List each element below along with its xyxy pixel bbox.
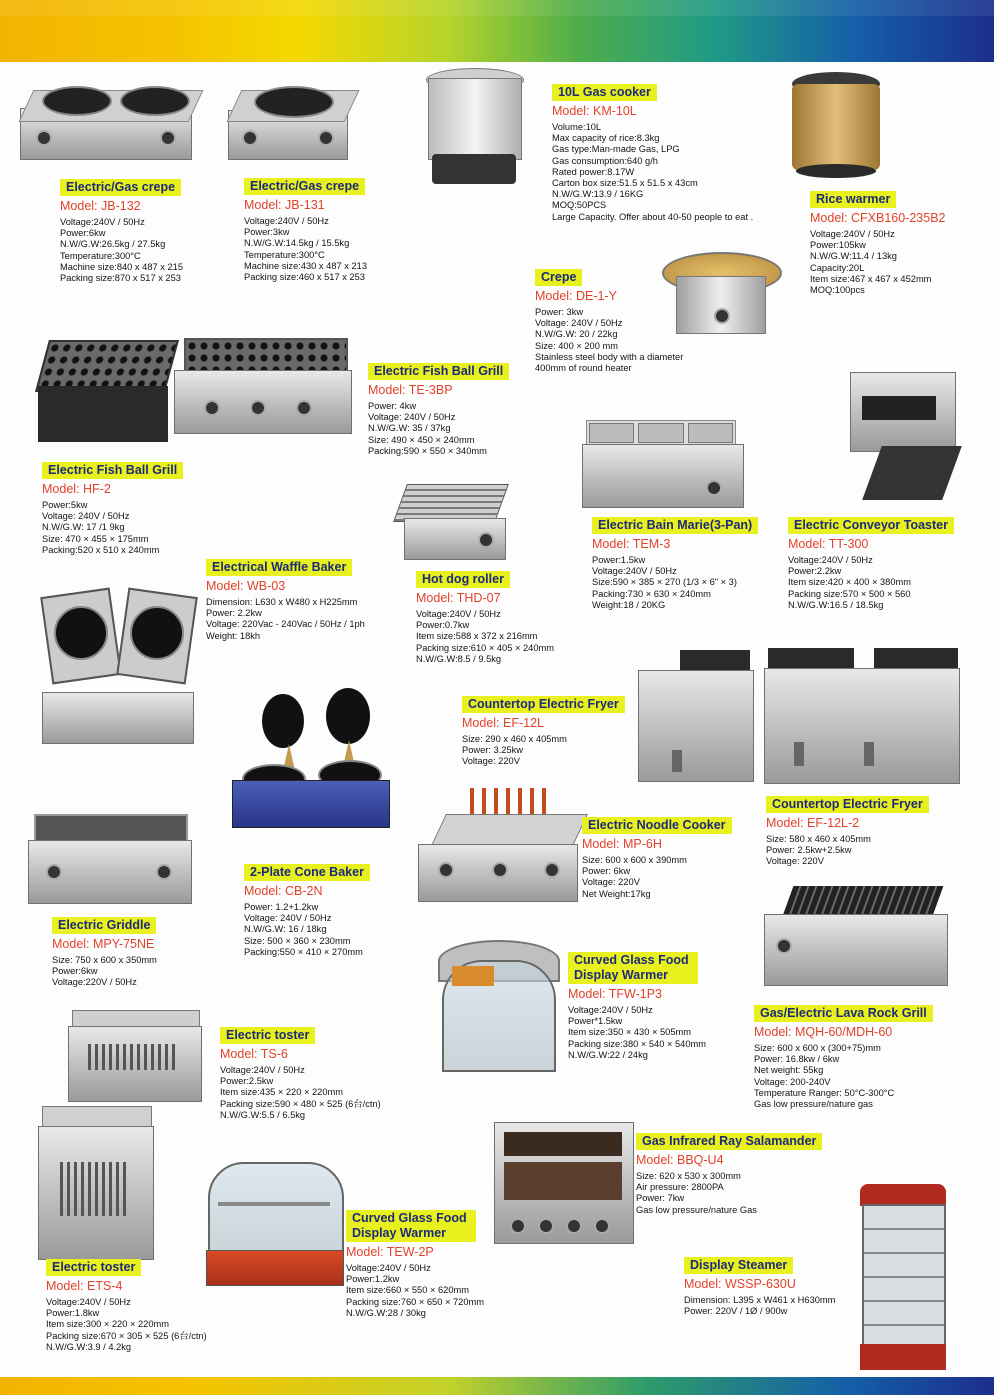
product-name: Electric toster xyxy=(220,1027,315,1044)
spec-list xyxy=(462,734,625,768)
spec-list xyxy=(810,229,946,296)
product-model: Model: CB-2N xyxy=(244,884,323,898)
spec-line: Air pressure: 2800PA xyxy=(636,1182,724,1193)
product-name: Electric Conveyor Toaster xyxy=(788,517,954,534)
product-block-thd07 xyxy=(416,570,554,665)
product-name: Hot dog roller xyxy=(416,571,510,588)
product-block-tem3 xyxy=(592,516,758,611)
spec-line: N.W/G.W:3.9 / 4.2kg xyxy=(46,1341,132,1352)
product-photo-jb132 xyxy=(20,80,198,166)
spec-line: N.W/G.W:14.5kg / 15.5kg xyxy=(244,238,350,249)
spec-line: Power: 220V / 1Ø / 900w xyxy=(684,1306,788,1317)
product-block-km10l xyxy=(552,83,753,223)
spec-list xyxy=(535,307,683,374)
spec-list xyxy=(754,1043,933,1110)
product-model: Model: CFXB160-235B2 xyxy=(810,211,946,225)
product-name: Electric/Gas crepe xyxy=(60,179,181,196)
spec-line: Item size:467 x 467 x 452mm xyxy=(810,273,932,284)
spec-line: N.W/G.W: 35 / 37kg xyxy=(368,423,451,434)
spec-line: Machine size:840 x 487 x 215 xyxy=(60,261,184,272)
spec-line: Voltage:240V / 50Hz xyxy=(592,566,677,577)
product-model: Model: JB-131 xyxy=(244,198,325,212)
product-name: Electric Bain Marie(3-Pan) xyxy=(592,517,758,534)
spec-line: Power*1.5kw xyxy=(568,1016,623,1027)
spec-list xyxy=(206,597,365,642)
spec-line: Voltage:240V / 50Hz xyxy=(220,1065,305,1075)
spec-line: Gas low pressure/nature Gas xyxy=(636,1204,757,1215)
product-name: Crepe xyxy=(535,269,582,286)
product-block-wssp xyxy=(684,1256,835,1317)
product-model: Model: DE-1-Y xyxy=(535,289,617,303)
spec-line: MOQ:50PCS xyxy=(552,200,607,211)
spec-line: Max capacity of rice:8.3kg xyxy=(552,133,660,144)
spec-line: Packing size:610 × 405 × 240mm xyxy=(416,642,554,653)
spec-list xyxy=(788,555,954,611)
product-photo-km10l xyxy=(420,68,528,190)
product-model: Model: WB-03 xyxy=(206,579,286,593)
spec-line: Dimension: L630 x W480 x H225mm xyxy=(206,597,358,607)
product-model: Model: TS-6 xyxy=(220,1047,288,1061)
spec-line: Power: 4kw xyxy=(368,401,417,411)
spec-list xyxy=(244,902,370,958)
spec-line: Power:2.5kw xyxy=(220,1076,274,1087)
spec-line: Voltage:240V / 50Hz xyxy=(568,1005,653,1015)
spec-line: Carton box size:51.5 x 51.5 x 43cm xyxy=(552,178,698,189)
spec-line: Voltage: 240V / 50Hz xyxy=(244,913,332,924)
spec-line: Power:1.8kw xyxy=(46,1308,100,1319)
product-name: Electric Fish Ball Grill xyxy=(368,363,509,380)
spec-line: Stainless steel body with a diameter xyxy=(535,351,684,362)
product-block-jb131 xyxy=(244,177,367,283)
product-photo-tfw1p3 xyxy=(438,940,562,1084)
header-gradient-bar xyxy=(0,0,994,62)
spec-line: Power:105kw xyxy=(810,240,866,251)
product-block-tew2p xyxy=(346,1210,484,1319)
product-name: Display Steamer xyxy=(684,1257,793,1274)
product-name: Electric Griddle xyxy=(52,917,156,934)
spec-line: Machine size:430 x 487 x 213 xyxy=(244,260,368,271)
spec-line: Item size:350 × 430 × 505mm xyxy=(568,1027,691,1038)
product-model: Model: TEM-3 xyxy=(592,537,671,551)
product-name: Gas/Electric Lava Rock Grill xyxy=(754,1005,933,1022)
spec-line: Size: 600 x 600 x (300+75)mm xyxy=(754,1043,881,1053)
product-name: Countertop Electric Fryer xyxy=(766,796,929,813)
spec-line: Voltage:240V / 50Hz xyxy=(810,229,895,239)
product-name: Gas Infrared Ray Salamander xyxy=(636,1133,822,1150)
product-name: Curved Glass Food Display Warmer xyxy=(346,1210,476,1242)
product-photo-te3bp xyxy=(170,336,355,440)
spec-list xyxy=(42,500,183,556)
spec-list xyxy=(346,1263,484,1319)
spec-line: Size: 500 × 360 × 230mm xyxy=(244,935,351,946)
spec-list xyxy=(416,609,554,665)
spec-line: MOQ:100pcs xyxy=(810,285,865,296)
spec-line: N.W/G.W:16.5 / 18.5kg xyxy=(788,599,884,610)
spec-line: Voltage:240V / 50Hz xyxy=(46,1297,131,1307)
spec-line: Packing:520 x 510 x 240mm xyxy=(42,544,160,555)
spec-list xyxy=(52,955,157,989)
spec-line: Packing size:670 × 305 × 525 (6台/ctn) xyxy=(46,1330,207,1341)
product-block-mp6h xyxy=(582,816,732,900)
product-model: Model: TEW-2P xyxy=(346,1245,434,1259)
spec-line: Voltage:240V / 50Hz xyxy=(788,555,873,565)
spec-line: Size: 750 x 600 x 350mm xyxy=(52,955,157,965)
spec-line: Size: 620 x 530 x 300mm xyxy=(636,1171,741,1181)
product-photo-jb131 xyxy=(228,80,353,166)
spec-line: Packing size:760 × 650 × 720mm xyxy=(346,1296,484,1307)
spec-line: N.W/G.W:22 / 24kg xyxy=(568,1049,648,1060)
spec-line: Packing:730 × 630 × 240mm xyxy=(592,588,711,599)
spec-line: Size: 580 x 460 x 405mm xyxy=(766,834,871,844)
spec-line: Volume:10L xyxy=(552,122,602,132)
product-name: 2-Plate Cone Baker xyxy=(244,864,370,881)
spec-line: Temperature Ranger: 50°C-300°C xyxy=(754,1087,895,1098)
spec-line: Packing size:870 x 517 x 253 xyxy=(60,273,181,284)
product-block-jb132 xyxy=(60,178,183,284)
spec-line: Voltage: 220V xyxy=(462,756,520,767)
product-model: Model: KM-10L xyxy=(552,104,637,118)
spec-line: Rated power:8.17W xyxy=(552,166,635,177)
product-block-ef12l xyxy=(462,695,625,768)
spec-line: Size: 600 x 600 x 390mm xyxy=(582,855,687,865)
spec-line: Voltage:240V / 50Hz xyxy=(244,216,329,226)
spec-line: Power: 7kw xyxy=(636,1193,685,1204)
spec-list xyxy=(244,216,367,283)
product-model: Model: TT-300 xyxy=(788,537,869,551)
product-model: Model: MPY-75NE xyxy=(52,937,155,951)
product-model: Model: EF-12L-2 xyxy=(766,816,860,830)
spec-line: Power: 16.8kw / 6kw xyxy=(754,1054,840,1065)
spec-line: Packing:590 × 550 × 340mm xyxy=(368,445,487,456)
spec-line: Voltage: 220V xyxy=(582,877,640,888)
product-model: Model: ETS-4 xyxy=(46,1279,123,1293)
spec-line: Power: 6kw xyxy=(582,866,631,877)
product-block-ts6 xyxy=(220,1026,381,1121)
spec-line: Packing size:590 × 480 × 525 (6台/ctn) xyxy=(220,1098,381,1109)
product-model: Model: WSSP-630U xyxy=(684,1277,796,1291)
spec-list xyxy=(60,217,183,284)
product-photo-wssp xyxy=(860,1184,948,1374)
spec-line: Size: 470 × 455 × 175mm xyxy=(42,533,149,544)
product-model: Model: EF-12L xyxy=(462,716,544,730)
spec-line: N.W/G.W:5.5 / 6.5kg xyxy=(220,1109,306,1120)
product-model: Model: BBQ-U4 xyxy=(636,1153,724,1167)
spec-line: Voltage: 240V / 50Hz xyxy=(535,318,623,329)
product-name: 10L Gas cooker xyxy=(552,84,657,101)
spec-line: Power:1.5kw xyxy=(592,555,646,565)
product-name: Electric toster xyxy=(46,1259,141,1276)
product-model: Model: HF-2 xyxy=(42,482,111,496)
spec-line: Packing size:460 x 517 x 253 xyxy=(244,272,365,283)
spec-line: Power: 2.5kw+2.5kw xyxy=(766,845,852,856)
spec-line: Temperature:300°C xyxy=(60,250,141,261)
spec-line: Temperature:300°C xyxy=(244,249,325,260)
spec-line: Dimension: L395 x W461 x H630mm xyxy=(684,1295,836,1305)
spec-line: Item size:660 × 550 × 620mm xyxy=(346,1285,469,1296)
product-block-hf2 xyxy=(42,461,183,556)
spec-list xyxy=(636,1171,822,1216)
spec-list xyxy=(766,834,929,868)
product-name: Electrical Waffle Baker xyxy=(206,559,352,576)
spec-line: Voltage:240V / 50Hz xyxy=(416,609,501,619)
product-photo-mpy75 xyxy=(24,810,192,908)
spec-line: Voltage: 220Vac - 240Vac / 50Hz / 1ph xyxy=(206,619,365,630)
spec-line: Power: 3kw xyxy=(535,307,584,317)
product-block-de1y xyxy=(535,268,683,374)
spec-line: Packing size:570 × 500 × 560 xyxy=(788,588,911,599)
product-block-ets4 xyxy=(46,1258,207,1353)
product-model: Model: TE-3BP xyxy=(368,383,453,397)
spec-line: Voltage: 200-240V xyxy=(754,1076,831,1087)
spec-line: Item size:420 × 400 × 380mm xyxy=(788,577,911,588)
product-photo-thd07 xyxy=(394,480,510,566)
product-photo-ts6 xyxy=(68,1010,204,1106)
spec-line: Power:0.7kw xyxy=(416,620,470,631)
spec-list xyxy=(220,1065,381,1121)
product-name: Rice warmer xyxy=(810,191,896,208)
spec-line: Power:2.2kw xyxy=(788,566,842,577)
spec-list xyxy=(46,1297,207,1353)
spec-line: Voltage:240V / 50Hz xyxy=(346,1263,431,1273)
spec-line: Weight:18 / 20KG xyxy=(592,599,666,610)
spec-line: 400mm of round heater xyxy=(535,363,632,374)
product-model: Model: TFW-1P3 xyxy=(568,987,663,1001)
product-photo-wb03 xyxy=(40,592,198,750)
product-block-wb03 xyxy=(206,558,365,642)
product-block-cfxb xyxy=(810,190,946,296)
spec-line: N.W/G.W: 20 / 22kg xyxy=(535,329,618,340)
product-photo-mp6h xyxy=(418,788,580,904)
spec-line: Capacity:20L xyxy=(810,262,865,273)
product-model: Model: JB-132 xyxy=(60,199,141,213)
spec-line: Size:590 × 385 × 270 (1/3 × 6" × 3) xyxy=(592,577,737,588)
spec-line: N.W/G.W: 16 / 18kg xyxy=(244,924,327,935)
spec-line: N.W/G.W: 17 /1 9kg xyxy=(42,522,125,533)
spec-line: Gas type:Man-made Gas, LPG xyxy=(552,144,680,155)
spec-list xyxy=(368,401,509,457)
product-name: Electric Noodle Cooker xyxy=(582,817,732,834)
product-block-cb2n xyxy=(244,863,370,958)
spec-line: Size: 490 × 450 × 240mm xyxy=(368,434,475,445)
spec-line: Power:3kw xyxy=(244,227,290,238)
spec-line: Voltage: 240V / 50Hz xyxy=(368,412,456,423)
spec-list xyxy=(582,855,732,900)
product-model: Model: THD-07 xyxy=(416,591,501,605)
product-photo-ef12l xyxy=(638,650,758,788)
product-photo-hf2 xyxy=(30,340,180,450)
product-photo-ets4 xyxy=(38,1106,156,1262)
product-block-mpy75 xyxy=(52,916,157,989)
spec-line: Weight: 18kh xyxy=(206,630,261,641)
spec-line: Size: 400 × 200 mm xyxy=(535,340,618,351)
spec-list xyxy=(552,122,753,223)
product-name: Countertop Electric Fryer xyxy=(462,696,625,713)
product-model: Model: MP-6H xyxy=(582,837,662,851)
product-photo-tt300 xyxy=(842,372,962,508)
product-photo-mqh60 xyxy=(764,880,954,990)
product-photo-bbqu4 xyxy=(494,1122,634,1246)
spec-line: Item size:435 × 220 × 220mm xyxy=(220,1087,343,1098)
product-block-te3bp xyxy=(368,362,509,457)
spec-line: Packing size:380 × 540 × 540mm xyxy=(568,1038,706,1049)
product-block-tfw1p3 xyxy=(568,952,706,1061)
product-name: Electric Fish Ball Grill xyxy=(42,462,183,479)
spec-line: Power:6kw xyxy=(52,966,98,977)
product-block-ef12l2 xyxy=(766,795,929,868)
product-photo-ef12l2 xyxy=(764,648,960,788)
product-block-tt300 xyxy=(788,516,954,611)
spec-line: Power: 1.2+1.2kw xyxy=(244,902,319,912)
product-model: Model: MQH-60/MDH-60 xyxy=(754,1025,893,1039)
spec-line: Voltage: 220V xyxy=(766,856,824,867)
spec-line: Gas low pressure/nature gas xyxy=(754,1099,873,1110)
product-photo-tew2p xyxy=(206,1162,346,1290)
spec-line: Voltage: 240V / 50Hz xyxy=(42,511,130,522)
spec-line: N.W/G.W:13.9 / 16KG xyxy=(552,189,644,200)
product-name: Electric/Gas crepe xyxy=(244,178,365,195)
product-name: Curved Glass Food Display Warmer xyxy=(568,952,698,984)
spec-line: N.W/G.W:28 / 30kg xyxy=(346,1307,426,1318)
spec-line: Voltage:220V / 50Hz xyxy=(52,977,137,988)
product-photo-tem3 xyxy=(582,414,744,510)
footer-gradient-bar xyxy=(0,1377,994,1395)
spec-line: Power:1.2kw xyxy=(346,1274,400,1285)
spec-line: Net Weight:17kg xyxy=(582,888,651,899)
product-block-mqh60 xyxy=(754,1004,933,1110)
spec-line: Item size:300 × 220 × 220mm xyxy=(46,1319,169,1330)
spec-line: N.W/G.W:26.5kg / 27.5kg xyxy=(60,239,166,250)
spec-line: Net weight: 55kg xyxy=(754,1065,824,1076)
spec-line: Size: 290 x 460 x 405mm xyxy=(462,734,567,744)
spec-line: Power: 2.2kw xyxy=(206,608,262,619)
spec-line: Large Capacity. Offer about 40-50 people to eat . xyxy=(552,211,754,222)
spec-line: N.W/G.W:11.4 / 13kg xyxy=(810,251,897,262)
spec-line: Power:6kw xyxy=(60,228,106,239)
spec-line: Gas consumption:640 g/h xyxy=(552,155,658,166)
spec-line: Power:5kw xyxy=(42,500,88,510)
product-photo-cb2n xyxy=(232,662,392,834)
spec-line: Power: 3.25kw xyxy=(462,745,523,756)
product-photo-cfxb xyxy=(788,72,884,182)
spec-list xyxy=(684,1295,835,1317)
product-block-bbqu4 xyxy=(636,1132,822,1216)
spec-list xyxy=(592,555,758,611)
spec-line: Item size:588 x 372 x 216mm xyxy=(416,631,538,642)
spec-line: Voltage:240V / 50Hz xyxy=(60,217,145,227)
spec-line: N.W/G.W:8.5 / 9.5kg xyxy=(416,653,502,664)
spec-list xyxy=(568,1005,706,1061)
spec-line: Packing:550 × 410 × 270mm xyxy=(244,946,363,957)
